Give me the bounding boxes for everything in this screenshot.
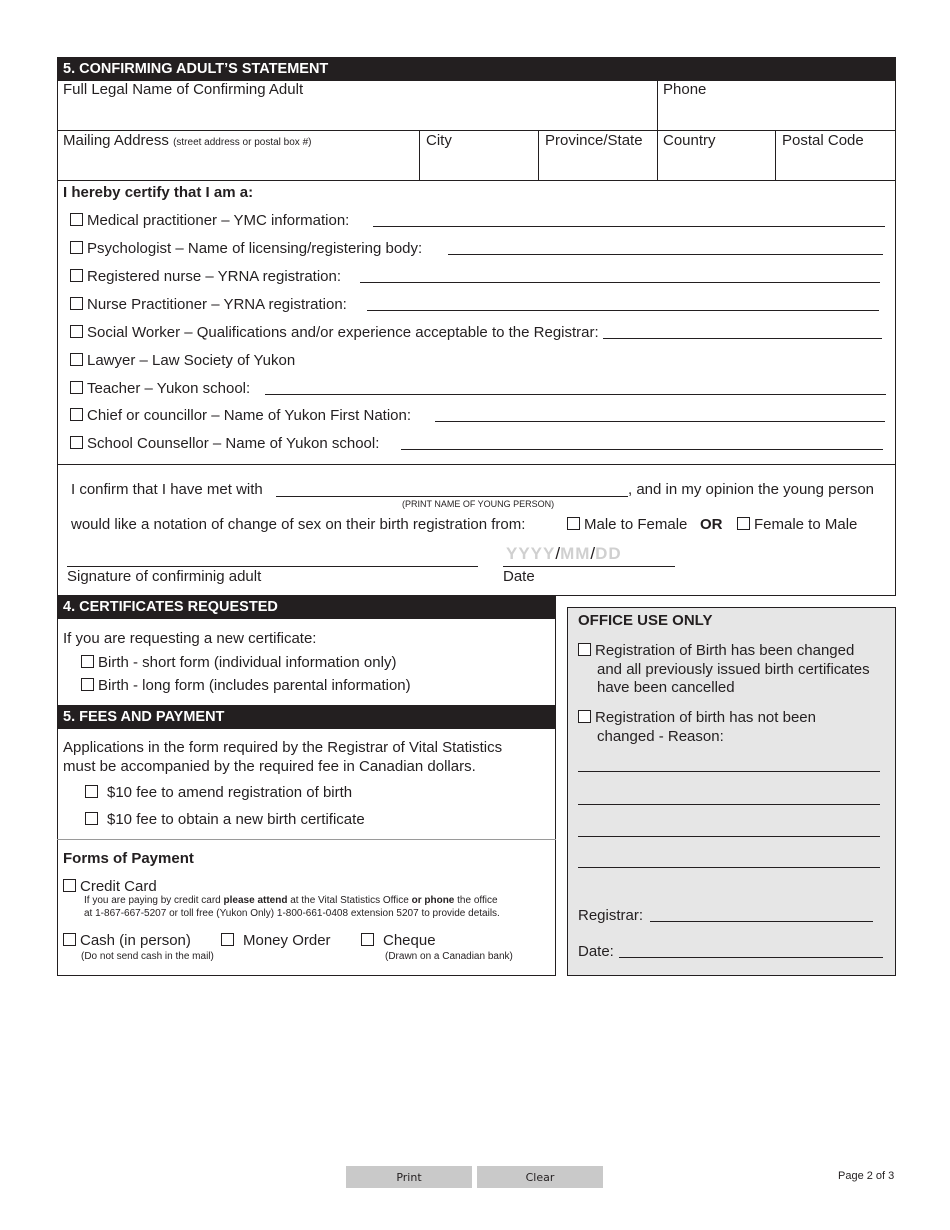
clear-button[interactable]: Clear bbox=[477, 1166, 603, 1188]
not-changed-option-line2: changed - Reason: bbox=[597, 728, 724, 745]
date-field[interactable] bbox=[506, 544, 622, 564]
section-header-confirming-adult: 5. CONFIRMING ADULT’S STATEMENT bbox=[57, 57, 896, 81]
payment-heading: Forms of Payment bbox=[63, 850, 194, 867]
city-label: City bbox=[426, 132, 452, 149]
fees-text-line1: Applications in the form required by the Registrar of Vital Statistics bbox=[63, 739, 503, 756]
cash-note: (Do not send cash in the mail) bbox=[81, 951, 214, 962]
certify-option-school-counsellor bbox=[70, 435, 379, 452]
certify-option-nurse-practitioner bbox=[70, 296, 347, 313]
option-label: Credit Card bbox=[80, 878, 157, 895]
money-order-option bbox=[221, 932, 331, 949]
credit-card-note-line1 bbox=[84, 895, 498, 906]
note-text: at the Vital Statistics Office bbox=[287, 895, 412, 906]
registrar-line[interactable] bbox=[650, 921, 873, 922]
certify-option-lawyer bbox=[70, 352, 295, 369]
phone-field[interactable] bbox=[658, 100, 894, 129]
option-label: Nurse Practitioner – YRNA registration: bbox=[87, 296, 347, 313]
option-label: Registered nurse – YRNA registration: bbox=[87, 268, 342, 285]
or-label: OR bbox=[700, 516, 723, 533]
registrar-label: Registrar: bbox=[578, 907, 644, 924]
checkbox[interactable] bbox=[70, 269, 83, 282]
cheque-option bbox=[361, 932, 436, 949]
credit-card-note-line2: at 1-867-667-5207 or toll free (Yukon Only) 1-800-661-0408 extension 5207 to provide details. bbox=[84, 908, 500, 919]
certify-heading: I hereby certify that I am a: bbox=[63, 184, 254, 201]
fee-amend-option bbox=[85, 784, 352, 801]
option-label: Psychologist – Name of licensing/registering body: bbox=[87, 240, 423, 257]
certify-option-teacher bbox=[70, 380, 250, 397]
teacher-info-line[interactable] bbox=[265, 394, 886, 395]
option-label: Chief or councillor – Name of Yukon First Nation: bbox=[87, 407, 412, 424]
print-name-hint: (PRINT NAME OF YOUNG PERSON) bbox=[402, 499, 555, 509]
nurse-practitioner-info-line[interactable] bbox=[367, 310, 879, 311]
date-separator: / bbox=[555, 544, 561, 563]
signature-line[interactable] bbox=[67, 566, 478, 567]
province-field[interactable] bbox=[539, 151, 656, 179]
checkbox[interactable] bbox=[63, 879, 76, 892]
checkbox[interactable] bbox=[578, 643, 591, 656]
city-field[interactable] bbox=[420, 151, 537, 179]
note-text: please attend bbox=[223, 895, 288, 906]
full-name-label: Full Legal Name of Confirming Adult bbox=[63, 81, 304, 98]
checkbox[interactable] bbox=[70, 325, 83, 338]
divider bbox=[57, 839, 556, 840]
option-label: $10 fee to amend registration of birth bbox=[107, 784, 353, 801]
signature-label: Signature of confirminig adult bbox=[67, 568, 262, 585]
office-date-label: Date: bbox=[578, 943, 614, 960]
long-form-option bbox=[81, 677, 411, 694]
mailing-address-field[interactable] bbox=[58, 151, 418, 179]
changed-option bbox=[578, 642, 854, 659]
checkbox[interactable] bbox=[221, 933, 234, 946]
fee-new-option bbox=[85, 811, 365, 828]
section-header-certificates: 4. CERTIFICATES REQUESTED bbox=[57, 595, 556, 619]
option-label: Birth - long form (includes parental information) bbox=[98, 677, 411, 694]
female-to-male-option bbox=[737, 516, 857, 533]
section-header-fees: 5. FEES AND PAYMENT bbox=[57, 705, 556, 729]
reason-line[interactable] bbox=[578, 771, 880, 772]
checkbox[interactable] bbox=[70, 241, 83, 254]
checkbox[interactable] bbox=[567, 517, 580, 530]
option-label: Teacher – Yukon school: bbox=[87, 380, 251, 397]
postal-code-field[interactable] bbox=[776, 151, 894, 179]
mailing-address-text: Mailing Address bbox=[63, 132, 169, 149]
short-form-option bbox=[81, 654, 396, 671]
office-date-line[interactable] bbox=[619, 957, 883, 958]
option-label: Male to Female bbox=[584, 516, 688, 533]
option-label: School Counsellor – Name of Yukon school: bbox=[87, 435, 380, 452]
reason-line[interactable] bbox=[578, 867, 880, 868]
reason-line[interactable] bbox=[578, 836, 880, 837]
certify-option-registered-nurse bbox=[70, 268, 341, 285]
checkbox[interactable] bbox=[70, 408, 83, 421]
confirm-line1-end: , and in my opinion the young person bbox=[628, 481, 874, 498]
page-number: Page 2 of 3 bbox=[838, 1170, 895, 1182]
certify-option-chief bbox=[70, 407, 411, 424]
province-label: Province/State bbox=[545, 132, 643, 149]
date-yyyy: YYYY bbox=[506, 544, 556, 563]
date-line bbox=[503, 566, 675, 567]
credit-card-option bbox=[63, 878, 157, 895]
date-dd: DD bbox=[595, 544, 622, 563]
checkbox[interactable] bbox=[70, 297, 83, 310]
note-text: If you are paying by credit card bbox=[84, 895, 224, 906]
medical-info-line[interactable] bbox=[373, 226, 885, 227]
divider bbox=[57, 130, 896, 131]
checkbox[interactable] bbox=[63, 933, 76, 946]
option-label: Female to Male bbox=[754, 516, 858, 533]
mailing-address-label bbox=[63, 132, 311, 149]
checkbox[interactable] bbox=[70, 353, 83, 366]
confirm-line2: would like a notation of change of sex on their birth registration from: bbox=[71, 516, 526, 533]
certify-option-social-worker bbox=[70, 324, 599, 341]
date-mm: MM bbox=[560, 544, 591, 563]
male-to-female-option bbox=[567, 516, 687, 533]
changed-option-line2: and all previously issued birth certificates bbox=[597, 661, 870, 678]
option-label: Medical practitioner – YMC information: bbox=[87, 212, 350, 229]
certify-option-psychologist bbox=[70, 240, 422, 257]
confirm-line1-start: I confirm that I have met with bbox=[71, 481, 263, 498]
option-label: Registration of Birth has been changed bbox=[595, 642, 855, 659]
fees-text-line2: must be accompanied by the required fee in Canadian dollars. bbox=[63, 758, 476, 775]
chief-info-line[interactable] bbox=[435, 421, 885, 422]
full-name-field[interactable] bbox=[58, 100, 656, 129]
option-label: Registration of birth has not been bbox=[595, 709, 816, 726]
option-label: Lawyer – Law Society of Yukon bbox=[87, 352, 296, 369]
checkbox[interactable] bbox=[737, 517, 750, 530]
date-separator: / bbox=[590, 544, 596, 563]
print-button[interactable]: Print bbox=[346, 1166, 472, 1188]
country-label: Country bbox=[663, 132, 716, 149]
option-label: $10 fee to obtain a new birth certificate bbox=[107, 811, 365, 828]
note-text: or phone bbox=[411, 895, 455, 906]
checkbox[interactable] bbox=[81, 655, 94, 668]
note-text: the office bbox=[454, 895, 498, 906]
option-label: Cash (in person) bbox=[80, 932, 191, 949]
psychologist-info-line[interactable] bbox=[448, 254, 883, 255]
cheque-note: (Drawn on a Canadian bank) bbox=[385, 951, 513, 962]
option-label: Birth - short form (individual information only) bbox=[98, 654, 397, 671]
reason-line[interactable] bbox=[578, 804, 880, 805]
nurse-info-line[interactable] bbox=[360, 282, 880, 283]
checkbox[interactable] bbox=[578, 710, 591, 723]
certify-option-medical bbox=[70, 212, 349, 229]
postal-code-label: Postal Code bbox=[782, 132, 864, 149]
checkbox[interactable] bbox=[70, 213, 83, 226]
checkbox[interactable] bbox=[361, 933, 374, 946]
counsellor-info-line[interactable] bbox=[401, 449, 883, 450]
office-use-title: OFFICE USE ONLY bbox=[578, 612, 713, 629]
mailing-address-hint: (street address or postal box #) bbox=[173, 137, 312, 148]
cash-option bbox=[63, 932, 191, 949]
social-worker-info-line[interactable] bbox=[603, 338, 882, 339]
phone-label: Phone bbox=[663, 81, 707, 98]
not-changed-option bbox=[578, 709, 816, 726]
checkbox[interactable] bbox=[81, 678, 94, 691]
option-label: Cheque bbox=[383, 932, 436, 949]
changed-option-line3: have been cancelled bbox=[597, 679, 735, 696]
option-label: Social Worker – Qualifications and/or experience acceptable to the Registrar: bbox=[87, 324, 599, 341]
country-field[interactable] bbox=[658, 151, 774, 179]
checkbox[interactable] bbox=[70, 436, 83, 449]
date-label: Date bbox=[503, 568, 535, 585]
checkbox[interactable] bbox=[70, 381, 83, 394]
young-person-name-line[interactable] bbox=[276, 496, 628, 497]
checkbox[interactable] bbox=[85, 785, 98, 798]
option-label: Money Order bbox=[243, 932, 331, 949]
checkbox[interactable] bbox=[85, 812, 98, 825]
certificates-intro: If you are requesting a new certificate: bbox=[63, 630, 317, 647]
